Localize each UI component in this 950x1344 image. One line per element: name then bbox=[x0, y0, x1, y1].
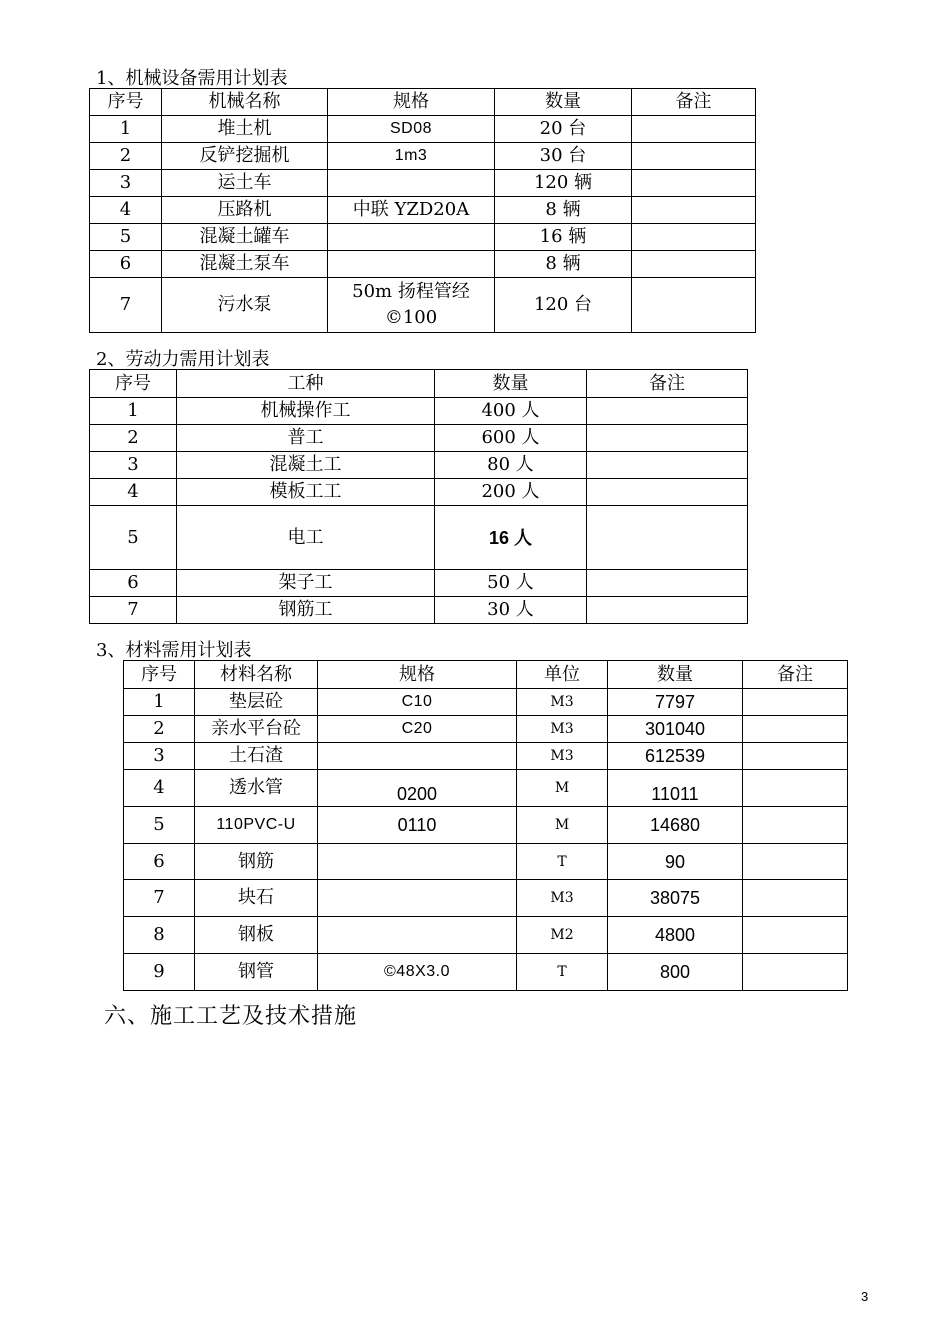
cell-quantity: 301040 bbox=[608, 716, 743, 743]
table-row bbox=[90, 143, 756, 170]
cell-remark bbox=[743, 743, 848, 770]
table-header-row bbox=[90, 370, 748, 398]
table2-caption: 2、劳动力需用计划表 bbox=[96, 349, 270, 370]
table-row bbox=[90, 452, 748, 479]
header-cell: 序号 bbox=[90, 370, 177, 398]
table-row bbox=[90, 506, 748, 570]
table-row bbox=[90, 197, 756, 224]
table-row bbox=[90, 479, 748, 506]
page-number: 3 bbox=[861, 1289, 869, 1304]
cell-name: 垫层砼 bbox=[195, 689, 318, 716]
header-cell: 备注 bbox=[743, 661, 848, 689]
header-cell: 机械名称 bbox=[162, 89, 328, 116]
cell-remark bbox=[587, 597, 748, 624]
cell-name: 污水泵 bbox=[162, 278, 328, 333]
cell-remark bbox=[632, 143, 756, 170]
table-row bbox=[90, 278, 756, 333]
cell-unit: M bbox=[517, 770, 608, 807]
cell-spec: ©48X3.0 bbox=[318, 954, 517, 991]
cell-name: 压路机 bbox=[162, 197, 328, 224]
cell-quantity: 30 人 bbox=[435, 597, 587, 624]
cell-remark bbox=[632, 116, 756, 143]
cell-trade: 钢筋工 bbox=[177, 597, 435, 624]
table-row bbox=[124, 844, 848, 880]
header-cell: 序号 bbox=[124, 661, 195, 689]
cell-unit: M3 bbox=[517, 689, 608, 716]
table-row bbox=[124, 770, 848, 807]
cell-index: 6 bbox=[90, 251, 162, 278]
table-row bbox=[90, 425, 748, 452]
cell-spec bbox=[318, 917, 517, 954]
cell-spec bbox=[318, 743, 517, 770]
cell-unit: M bbox=[517, 807, 608, 844]
cell-remark bbox=[743, 689, 848, 716]
cell-quantity: 120 辆 bbox=[495, 170, 632, 197]
cell-quantity: 50 人 bbox=[435, 570, 587, 597]
material-plan-table bbox=[123, 660, 848, 991]
cell-unit: T bbox=[517, 844, 608, 880]
cell-spec bbox=[318, 880, 517, 917]
cell-trade: 混凝土工 bbox=[177, 452, 435, 479]
cell-remark bbox=[743, 880, 848, 917]
cell-trade: 机械操作工 bbox=[177, 398, 435, 425]
cell-quantity: 90 bbox=[608, 844, 743, 880]
cell-trade: 电工 bbox=[177, 506, 435, 570]
cell-remark bbox=[587, 425, 748, 452]
table-row bbox=[90, 224, 756, 251]
table-header-row bbox=[90, 89, 756, 116]
header-cell: 材料名称 bbox=[195, 661, 318, 689]
cell-remark bbox=[587, 452, 748, 479]
table-row bbox=[124, 743, 848, 770]
cell-index: 2 bbox=[90, 143, 162, 170]
table3-caption: 3、材料需用计划表 bbox=[96, 640, 252, 661]
cell-spec bbox=[328, 251, 495, 278]
cell-quantity: 400 人 bbox=[435, 398, 587, 425]
cell-remark bbox=[632, 197, 756, 224]
table1-caption: 1、机械设备需用计划表 bbox=[96, 68, 288, 89]
cell-index: 4 bbox=[90, 479, 177, 506]
cell-index: 4 bbox=[124, 770, 195, 807]
cell-index: 3 bbox=[124, 743, 195, 770]
header-cell: 数量 bbox=[435, 370, 587, 398]
table-row bbox=[124, 954, 848, 991]
header-cell: 规格 bbox=[328, 89, 495, 116]
table-row bbox=[90, 398, 748, 425]
cell-index: 1 bbox=[124, 689, 195, 716]
cell-unit: M3 bbox=[517, 716, 608, 743]
cell-index: 7 bbox=[90, 597, 177, 624]
cell-quantity: 30 台 bbox=[495, 143, 632, 170]
cell-remark bbox=[632, 224, 756, 251]
cell-spec: 0110 bbox=[318, 807, 517, 844]
cell-remark bbox=[743, 844, 848, 880]
header-cell: 单位 bbox=[517, 661, 608, 689]
cell-quantity: 200 人 bbox=[435, 479, 587, 506]
cell-index: 6 bbox=[90, 570, 177, 597]
cell-quantity: 8 辆 bbox=[495, 251, 632, 278]
cell-index: 7 bbox=[124, 880, 195, 917]
cell-name: 堆土机 bbox=[162, 116, 328, 143]
header-cell: 数量 bbox=[495, 89, 632, 116]
cell-remark bbox=[743, 954, 848, 991]
cell-index: 4 bbox=[90, 197, 162, 224]
equipment-plan-table bbox=[89, 88, 756, 333]
cell-trade: 普工 bbox=[177, 425, 435, 452]
cell-index: 6 bbox=[124, 844, 195, 880]
cell-quantity: 600 人 bbox=[435, 425, 587, 452]
table-row bbox=[124, 917, 848, 954]
header-cell: 工种 bbox=[177, 370, 435, 398]
cell-quantity: 4800 bbox=[608, 917, 743, 954]
cell-unit: M3 bbox=[517, 880, 608, 917]
cell-name: 块石 bbox=[195, 880, 318, 917]
cell-index: 9 bbox=[124, 954, 195, 991]
cell-unit: M2 bbox=[517, 917, 608, 954]
cell-name: 土石渣 bbox=[195, 743, 318, 770]
cell-index: 1 bbox=[90, 398, 177, 425]
cell-spec bbox=[328, 170, 495, 197]
cell-remark bbox=[587, 506, 748, 570]
cell-quantity: 16 辆 bbox=[495, 224, 632, 251]
cell-index: 8 bbox=[124, 917, 195, 954]
header-cell: 数量 bbox=[608, 661, 743, 689]
labor-plan-table bbox=[89, 369, 748, 624]
cell-spec bbox=[328, 224, 495, 251]
cell-index: 3 bbox=[90, 452, 177, 479]
cell-index: 5 bbox=[124, 807, 195, 844]
cell-name: 110PVC-U bbox=[195, 807, 318, 844]
table-row bbox=[124, 716, 848, 743]
cell-spec bbox=[318, 844, 517, 880]
header-cell: 备注 bbox=[632, 89, 756, 116]
header-cell: 序号 bbox=[90, 89, 162, 116]
quantity-value: 11011 bbox=[651, 784, 699, 804]
cell-spec: 中联 YZD20A bbox=[328, 197, 495, 224]
cell-index: 3 bbox=[90, 170, 162, 197]
cell-name: 运土车 bbox=[162, 170, 328, 197]
cell-index: 1 bbox=[90, 116, 162, 143]
header-cell: 备注 bbox=[587, 370, 748, 398]
table-row bbox=[124, 689, 848, 716]
cell-remark bbox=[743, 770, 848, 807]
cell-spec bbox=[318, 770, 517, 807]
table-row bbox=[90, 251, 756, 278]
cell-name: 透水管 bbox=[195, 770, 318, 807]
cell-quantity: 120 台 bbox=[495, 278, 632, 333]
cell-remark bbox=[743, 917, 848, 954]
cell-unit: T bbox=[517, 954, 608, 991]
cell-remark bbox=[743, 807, 848, 844]
cell-name: 钢管 bbox=[195, 954, 318, 991]
header-cell: 规格 bbox=[318, 661, 517, 689]
cell-remark bbox=[587, 570, 748, 597]
cell-spec: C10 bbox=[318, 689, 517, 716]
cell-quantity: 14680 bbox=[608, 807, 743, 844]
cell-index: 5 bbox=[90, 506, 177, 570]
cell-spec: 50m 扬程管经 ©100 bbox=[328, 278, 495, 333]
cell-quantity: 38075 bbox=[608, 880, 743, 917]
cell-unit: M3 bbox=[517, 743, 608, 770]
cell-remark bbox=[632, 278, 756, 333]
cell-name: 混凝土泵车 bbox=[162, 251, 328, 278]
cell-quantity: 7797 bbox=[608, 689, 743, 716]
cell-remark bbox=[587, 479, 748, 506]
cell-index: 5 bbox=[90, 224, 162, 251]
cell-index: 2 bbox=[90, 425, 177, 452]
cell-trade: 架子工 bbox=[177, 570, 435, 597]
table-row bbox=[124, 880, 848, 917]
cell-remark bbox=[587, 398, 748, 425]
cell-name: 钢板 bbox=[195, 917, 318, 954]
cell-quantity: 8 辆 bbox=[495, 197, 632, 224]
cell-name: 混凝土罐车 bbox=[162, 224, 328, 251]
cell-quantity: 800 bbox=[608, 954, 743, 991]
table-row bbox=[124, 807, 848, 844]
cell-quantity: 80 人 bbox=[435, 452, 587, 479]
cell-spec: C20 bbox=[318, 716, 517, 743]
cell-name: 钢筋 bbox=[195, 844, 318, 880]
table-row bbox=[90, 116, 756, 143]
cell-quantity: 16 人 bbox=[435, 506, 587, 570]
spec-value: 0200 bbox=[396, 784, 438, 804]
table-row bbox=[90, 570, 748, 597]
section-heading: 六、施工工艺及技术措施 bbox=[104, 1004, 358, 1029]
cell-name: 亲水平台砼 bbox=[195, 716, 318, 743]
cell-quantity: 20 台 bbox=[495, 116, 632, 143]
cell-spec: 1m3 bbox=[328, 143, 495, 170]
cell-quantity bbox=[608, 770, 743, 807]
cell-trade: 模板工工 bbox=[177, 479, 435, 506]
cell-quantity: 612539 bbox=[608, 743, 743, 770]
cell-spec: SD08 bbox=[328, 116, 495, 143]
table-header-row bbox=[124, 661, 848, 689]
cell-remark bbox=[743, 716, 848, 743]
cell-remark bbox=[632, 170, 756, 197]
table-row bbox=[90, 170, 756, 197]
cell-index: 2 bbox=[124, 716, 195, 743]
cell-name: 反铲挖掘机 bbox=[162, 143, 328, 170]
cell-remark bbox=[632, 251, 756, 278]
table-row bbox=[90, 597, 748, 624]
cell-index: 7 bbox=[90, 278, 162, 333]
